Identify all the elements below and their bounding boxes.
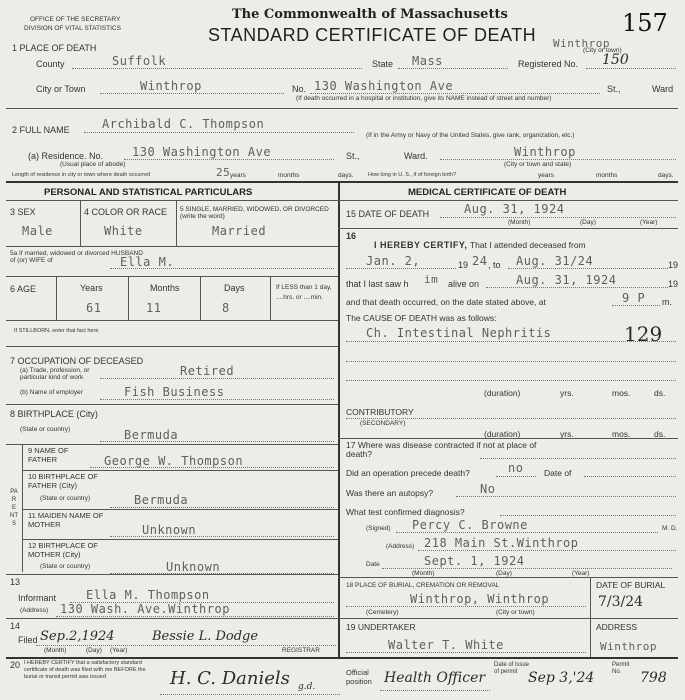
disease-contracted-label: 17 Where was disease contracted if not at place of death? bbox=[346, 440, 537, 459]
residence-st-label: St., bbox=[346, 151, 360, 161]
certify-text: I HEREBY CERTIFY, That I attended deceased from bbox=[374, 240, 586, 250]
autopsy-value: No bbox=[480, 482, 496, 496]
age-days: 8 bbox=[222, 301, 230, 315]
less-than-label: If LESS than 1 day, ....hrs. or ....min. bbox=[276, 284, 332, 301]
informant-address: 130 Wash. Ave.Winthrop bbox=[60, 602, 230, 616]
date-of-death-value: Aug. 31, 1924 bbox=[464, 202, 565, 216]
occupation-label: 7 OCCUPATION OF DECEASED bbox=[10, 356, 144, 366]
occupation-value: Retired bbox=[180, 364, 235, 378]
division-label: DIVISION OF VITAL STATISTICS bbox=[24, 25, 121, 32]
age-label: 6 AGE bbox=[10, 284, 37, 294]
test-label: What test confirmed diagnosis? bbox=[346, 507, 465, 517]
official-position-label: Official position bbox=[346, 668, 372, 686]
city-state-hint: (City or town and state) bbox=[504, 161, 572, 168]
contributory-label: CONTRIBUTORY bbox=[346, 407, 414, 417]
cause-value: Ch. Intestinal Nephritis bbox=[366, 326, 552, 340]
age-months: 11 bbox=[146, 301, 162, 315]
operation-value: no bbox=[508, 461, 524, 475]
residence-value: 130 Washington Ave bbox=[132, 145, 272, 159]
mother-value: Unknown bbox=[142, 523, 197, 537]
address-value: 130 Washington Ave bbox=[314, 79, 454, 93]
length-residence-label: Length of residence in city or town where death occurred bbox=[12, 172, 151, 178]
residence-city: Winthrop bbox=[514, 145, 576, 159]
operation-label: Did an operation precede death? bbox=[346, 468, 470, 478]
place-of-death-label: 1 PLACE OF DEATH bbox=[12, 43, 97, 53]
address-header: ADDRESS bbox=[596, 622, 638, 632]
death-time: 9 P bbox=[622, 291, 646, 305]
us-label: How long in U. S., if of foreign birth? bbox=[368, 172, 457, 178]
county-label: County bbox=[36, 59, 65, 69]
employer-hint: (b) Name of employer bbox=[20, 389, 83, 396]
birthplace-value: Bermuda bbox=[124, 428, 179, 442]
color-value: White bbox=[104, 224, 143, 238]
date-of-burial-value: 7/3/24 bbox=[598, 594, 644, 610]
mother-bp-label: 12 BIRTHPLACE OF MOTHER (City) bbox=[28, 541, 98, 559]
date-of-death-label: 15 DATE OF DEATH bbox=[346, 209, 430, 219]
filed-date: Sep.2,1924 bbox=[40, 629, 115, 644]
sex-value: Male bbox=[22, 224, 53, 238]
death-occurred-label: and that death occurred, on the date stated above, at bbox=[346, 297, 546, 307]
birthplace-label: 8 BIRTHPLACE (City) bbox=[10, 409, 98, 419]
birthplace-state-hint: (State or country) bbox=[20, 426, 71, 433]
color-label: 4 COLOR OR RACE bbox=[84, 207, 168, 217]
alive-date: Aug. 31, 1924 bbox=[516, 273, 617, 287]
personal-heading: PERSONAL AND STATISTICAL PARTICULARS bbox=[44, 187, 253, 198]
st-label: St., bbox=[607, 84, 621, 94]
cause-code: 129 bbox=[624, 322, 663, 346]
medical-heading: MEDICAL CERTIFICATE OF DEATH bbox=[408, 187, 567, 198]
autopsy-label: Was there an autopsy? bbox=[346, 488, 434, 498]
permit-number: 798 bbox=[640, 670, 667, 686]
office-label: OFFICE OF THE SECRETARY bbox=[30, 16, 121, 23]
mother-label: 11 MAIDEN NAME OF MOTHER bbox=[28, 511, 104, 529]
date-of-issue: Sep 3,'24 bbox=[528, 670, 595, 686]
undertaker-label: 19 UNDERTAKER bbox=[346, 622, 416, 632]
father-value: George W. Thompson bbox=[104, 454, 244, 468]
residence-label: (a) Residence. No. bbox=[28, 151, 104, 161]
stillborn-label: If STILLBORN, enter that fact here bbox=[14, 328, 99, 334]
father-bp-value: Bermuda bbox=[134, 493, 189, 507]
undertaker-address: Winthrop bbox=[600, 640, 657, 653]
ward-label: Ward bbox=[652, 84, 674, 94]
official-position: Health Officer bbox=[384, 670, 486, 686]
city-town-hint: (City or town) bbox=[583, 47, 622, 54]
residence-ward-label: Ward. bbox=[404, 151, 428, 161]
registered-label: Registered No. bbox=[518, 59, 579, 69]
length-years: 25 bbox=[216, 166, 231, 179]
burial-label: 18 PLACE OF BURIAL, CREMATION OR REMOVAL bbox=[346, 582, 500, 589]
city-label: City or Town bbox=[36, 84, 86, 94]
footer-signature: H. C. Daniels bbox=[170, 668, 290, 689]
marital-label: 5 SINGLE, MARRIED, WIDOWED, OR DIVORCED (write the word) bbox=[180, 206, 329, 220]
occupation-hint: (a) Trade, profession, or particular kind of work bbox=[20, 367, 90, 381]
undertaker-value: Walter T. White bbox=[388, 638, 504, 652]
county-value: Suffolk bbox=[112, 54, 167, 68]
full-name-label: 2 FULL NAME bbox=[12, 125, 70, 135]
parents-side-label: PARENTS bbox=[10, 489, 18, 527]
last-saw-label: that I last saw h bbox=[346, 279, 409, 289]
no-label: No. bbox=[292, 84, 307, 94]
attended-from: Jan. 2, bbox=[366, 254, 421, 268]
army-note: (If in the Army or Navy of the United States, give rank, organization, etc.) bbox=[366, 132, 575, 139]
date-of-burial-label: DATE OF BURIAL bbox=[596, 580, 666, 590]
death-certificate: OFFICE OF THE SECRETARY DIVISION OF VITAL STATISTICS The Commonwealth of Massachusetts STANDARD CERTIFICATE OF DEATH 157 1 PLACE OF DEATH Winthrop (City or town) County Suffolk State Mass Registered No. 150 City or Town Winthrop No. 130 Washington Ave St., Ward (If death occurred in a hospital or institution, give its NAME instead of street and number) 2 FULL NAME Archibald C. Thompson (If in the Army or Navy of the United States, give rank, organization, etc.) (a) Residence. No. 130 Washington Ave St., Ward. Winthrop (Usual place of abode) (City or town and state) Length of residence in city or town where death occurred 25 years months days. How long in U. S., if of foreign birth? years months days. PERSONAL AND STATISTICAL PARTICULARS MEDICAL CERTIFICATE OF DEATH 3 SEX Male 4 COLOR OR RACE White 5 SINGLE, MARRIED, WIDOWED, OR DIVORCED (write the word) Married 5a If married, widowed or divorced HUSBAND of (or) WIFE of Ella M. 6 AGE Years 61 Months 11 Days 8 If LESS than 1 day, ....hrs. or ....min. If STILLBORN, enter that fact here 7 OCCUPATION OF DECEASED (a) Trade, profession, or particular kind of work Retired (b) Name of employer Fish Business 8 BIRTHPLACE (City) (State or country) Bermuda PARENTS 9 NAME OF FATHER George W. Thompson 10 BIRTHPLACE OF FATHER (City) (State or country) Bermuda 11 MAIDEN NAME OF MOTHER Unknown 12 BIRTHPLACE OF MOTHER (City) (State or country) Unknown 13 Informant Ella M. Thompson (Address) 130 Wash. Ave.Winthrop 14 Filed Sep.2,1924 Bessie L. Dodge (Month) (Day) (Year) REGISTRAR 15 DATE OF DEATH Aug. 31, 1924 (Month) (Day) (Year) 16 I HEREBY CERTIFY, That I attended deceased from Jan. 2, 19 24 , to Aug. 31/24 19 that I last saw h im alive on Aug. 31, 1924 19 and that death occurred, on the date stated above, at 9 P m. The CAUSE OF DEATH was as follows: Ch. Intestinal Nephritis 129 (duration) yrs. mos. ds. CONTRIBUTORY (SECONDARY) (duration) yrs. mos. ds. 17 Where was disease contracted if not at place of death? Did an operation precede death? no Date of Was there an autopsy? No What test confirmed diagnosis? (Signed) Percy C. Browne M. D. (Address) 218 Main St.Winthrop Date Sept. 1, 1924 (Month) (Day) (Year) 18 PLACE OF BURIAL, CREMATION OR REMOVAL Winthrop, Winthrop (Cemetery) (City or town) DATE OF BURIAL 7/3/24 19 UNDERTAKER Walter T. White ADDRESS Winthrop 20 I HEREBY CERTIFY that a satisfactory standard certificate of death was filed with me BEFORE the burial or transit permit was issued H. C. Daniels g.d. Official position Health Officer Date of issue of permit Sep 3,'24 Permit No. 798 bbox=[0, 0, 685, 700]
father-label: 9 NAME OF FATHER bbox=[28, 446, 69, 464]
state-label: State bbox=[372, 59, 394, 69]
full-name-value: Archibald C. Thompson bbox=[102, 117, 265, 131]
physician-address: 218 Main St.Winthrop bbox=[424, 536, 579, 550]
attended-to: Aug. 31/24 bbox=[516, 254, 594, 268]
last-saw-pronoun: im bbox=[424, 273, 439, 286]
footer-certify-text: I HEREBY CERTIFY that a satisfactory standard certificate of death was filed with me BEFORE the burial or transit permit was issued bbox=[24, 660, 146, 680]
footer-initials: g.d. bbox=[298, 682, 316, 692]
institution-note: (If death occurred in a hospital or institution, give its NAME instead of street and number) bbox=[296, 95, 552, 102]
age-years: 61 bbox=[86, 301, 102, 315]
state-value: Mass bbox=[412, 54, 443, 68]
registered-no: 150 bbox=[602, 52, 629, 68]
filed-label: Filed bbox=[18, 635, 38, 645]
mother-bp-value: Unknown bbox=[166, 560, 221, 574]
cause-label: The CAUSE OF DEATH was as follows: bbox=[346, 313, 497, 323]
certificate-number: 157 bbox=[622, 9, 668, 37]
physician-signature: Percy C. Browne bbox=[412, 518, 528, 532]
father-bp-label: 10 BIRTHPLACE OF FATHER (City) bbox=[28, 472, 98, 490]
permit-label: Permit No. bbox=[612, 662, 630, 675]
date-of-issue-label: Date of issue of permit bbox=[494, 662, 530, 675]
commonwealth-title: The Commonwealth of Massachusetts bbox=[232, 7, 508, 22]
informant-value: Ella M. Thompson bbox=[86, 588, 210, 602]
informant-label: Informant bbox=[18, 593, 57, 603]
usual-place-hint: (Usual place of abode) bbox=[60, 161, 126, 168]
city-value: Winthrop bbox=[140, 79, 202, 93]
page-title: STANDARD CERTIFICATE OF DEATH bbox=[208, 25, 537, 45]
filed-by: Bessie L. Dodge bbox=[152, 629, 259, 644]
sex-label: 3 SEX bbox=[10, 207, 36, 217]
employer-value: Fish Business bbox=[124, 385, 225, 399]
attended-from-year: 24 bbox=[472, 254, 488, 268]
sign-date: Sept. 1, 1924 bbox=[424, 554, 525, 568]
spouse-label: 5a If married, widowed or divorced HUSBAND of (or) WIFE of bbox=[10, 250, 143, 264]
burial-value: Winthrop, Winthrop bbox=[410, 592, 550, 606]
spouse-value: Ella M. bbox=[120, 255, 175, 269]
corner-town: Winthrop bbox=[553, 37, 610, 50]
marital-value: Married bbox=[212, 224, 267, 238]
